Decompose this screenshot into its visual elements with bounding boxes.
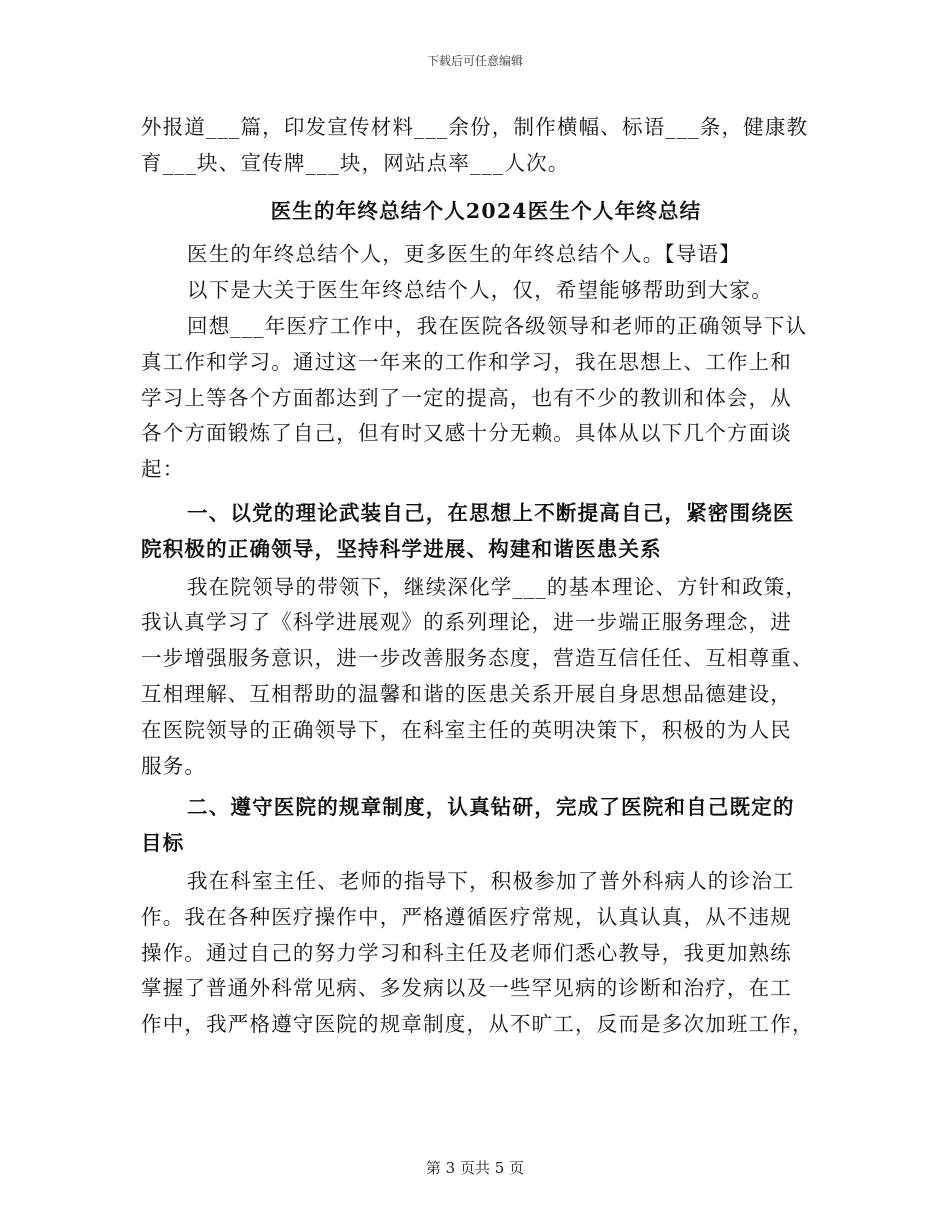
text-line: 在医院领导的正确领导下，在科室主任的英明决策下，积极的为人民 [141, 717, 792, 742]
text-line: 服务。 [141, 753, 207, 778]
text-line: 操作。通过自己的努力学习和科主任及老师们悉心教导，我更加熟练 [141, 940, 792, 965]
text-line: 我在院领导的带领下，继续深化学___的基本理论、方针和政策， [187, 574, 808, 599]
text-line: 外报道___篇，印发宣传材料___余份，制作横幅、标语___条，健康教 [141, 115, 809, 139]
section-heading-1 [141, 496, 831, 568]
text-line: 医生的年终总结个人，更多医生的年终总结个人。【导语】 [187, 242, 741, 267]
text-line: 起： [141, 457, 185, 482]
text-line: 掌握了普通外科常见病、多发病以及一些罕见病的诊断和治疗，在工 [141, 976, 792, 1001]
text-line: 育___块、宣传牌___块，网站点率___人次。 [141, 150, 570, 175]
text-line: 学习上等各个方面都达到了一定的提高，也有不少的教训和体会，从 [141, 385, 792, 410]
paragraph-section-1 [141, 570, 831, 785]
text-line: 以下是大关于医生年终总结个人，仅，希望能够帮助到大家。 [187, 278, 773, 303]
paragraph-section-2 [141, 864, 831, 1043]
heading-line: 目标 [141, 831, 185, 856]
section-heading-2 [141, 790, 831, 862]
heading-line: 二、遵守医院的规章制度，认真钻研，完成了医院和自己既定的 [187, 795, 795, 820]
paragraph-lead [141, 273, 831, 309]
heading-line: 一、以党的理论武装自己，在思想上不断提高自己，紧密围绕医 [187, 500, 795, 525]
text-line: 回想___年医疗工作中，我在医院各级领导和老师的正确领导下认 [187, 313, 808, 338]
heading-line: 院积极的正确领导，坚持科学进展、构建和谐医患关系 [141, 536, 662, 561]
text-line: 作中，我严格遵守医院的规章制度，从不旷工，反而是多次加班工作， [141, 1012, 814, 1037]
text-line: 一步增强服务意识，进一步改善服务态度，营造互信任任、互相尊重、 [141, 646, 814, 671]
text-line: 真工作和学习。通过这一年来的工作和学习，我在思想上、工作上和 [141, 349, 792, 374]
page-footer: 第 3 页共 5 页 [425, 1159, 525, 1177]
page-header: 下载后可任意编辑 [426, 54, 523, 68]
text-line: 我认真学习了《科学进展观》的系列理论，进一步端正服务理念，进 [141, 610, 792, 635]
document-title: 医生的年终总结个人2024医生个人年终总结 [270, 198, 702, 223]
text-line: 作。我在各种医疗操作中，严格遵循医疗常规，认真认真，从不违规 [141, 904, 792, 929]
paragraph-review [141, 309, 831, 488]
paragraph-continued [141, 110, 831, 182]
text-line: 互相理解、互相帮助的温馨和谐的医患关系开展自身思想品德建设， [141, 681, 792, 706]
document-body [141, 110, 831, 1043]
paragraph-intro [141, 237, 831, 273]
text-line: 我在科室主任、老师的指导下，积极参加了普外科病人的诊治工 [187, 868, 795, 893]
text-line: 各个方面锻炼了自己，但有时又感十分无赖。具体从以下几个方面谈 [141, 421, 792, 446]
